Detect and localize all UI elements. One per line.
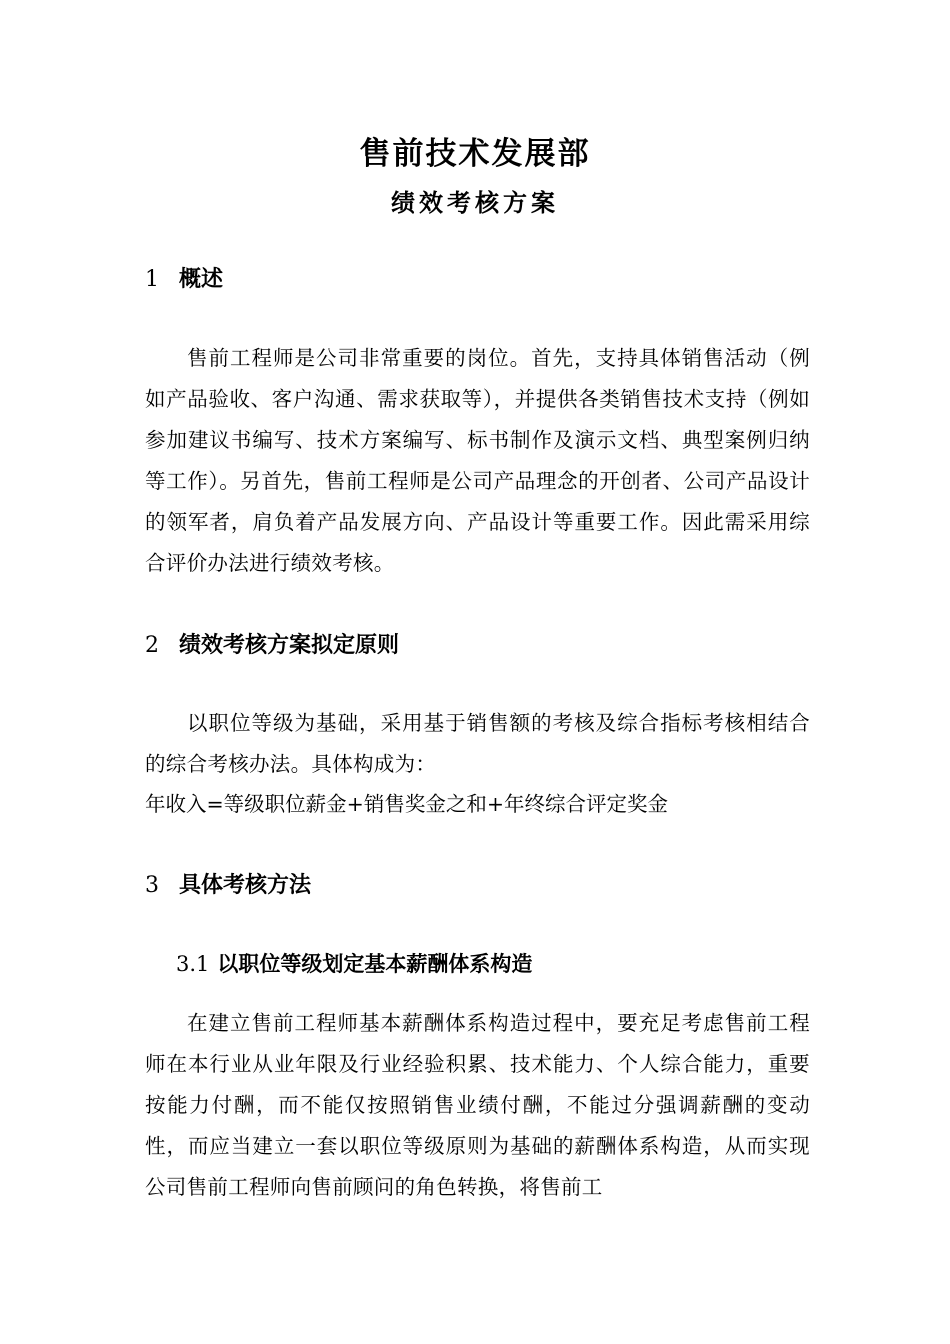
subsection-heading-3-1 [176,948,532,978]
section-title: 概述 [179,267,224,292]
section-1-paragraph: 售前工程师是公司非常重要的岗位。首先，支持具体销售活动（例如产品验收、客户沟通、需求获取等），并提供各类销售技术支持（例如参加建议书编写、技术方案编写、标书制作及演示文档、典型案例归纳等工作）。另首先，售前工程师是公司产品理念的开创者、公司产品设计的领军者，肩负着产品发展方向、产品设计等重要工作。因此需采用综合评价办法进行绩效考核。 [145,346,810,575]
section-number: 2 [145,633,159,658]
section-heading-1 [145,262,223,293]
subsection-title: 以职位等级划定基本薪酬体系构造 [217,952,533,976]
document-title: 售前技术发展部 [359,136,591,172]
section-title: 绩效考核方案拟定原则 [179,633,400,658]
document-subtitle: 绩效考核方案 [391,188,559,217]
section-title: 具体考核方法 [179,873,312,898]
subsection-3-1-paragraph: 在建立售前工程师基本薪酬体系构造过程中，要充足考虑售前工程师在本行业从业年限及行业经验积累、技术能力、个人综合能力，重要按能力付酬，而不能仅按照销售业绩付酬，不能过分强调薪酬的变动性，而应当建立一套以职位等级原则为基础的薪酬体系构造，从而实现公司售前工程师向售前顾问的角色转换，将售前工 [145,1011,810,1199]
section-number: 1 [145,267,159,292]
income-formula: 年收入=等级职位薪金+销售奖金之和+年终综合评定奖金 [145,792,669,816]
section-heading-2 [145,628,399,659]
section-2-paragraph: 以职位等级为基础，采用基于销售额的考核及综合指标考核相结合的综合考核办法。具体构成为： [145,711,810,776]
section-heading-3 [145,868,311,899]
subsection-number: 3.1 [176,952,210,976]
section-number: 3 [145,873,159,898]
